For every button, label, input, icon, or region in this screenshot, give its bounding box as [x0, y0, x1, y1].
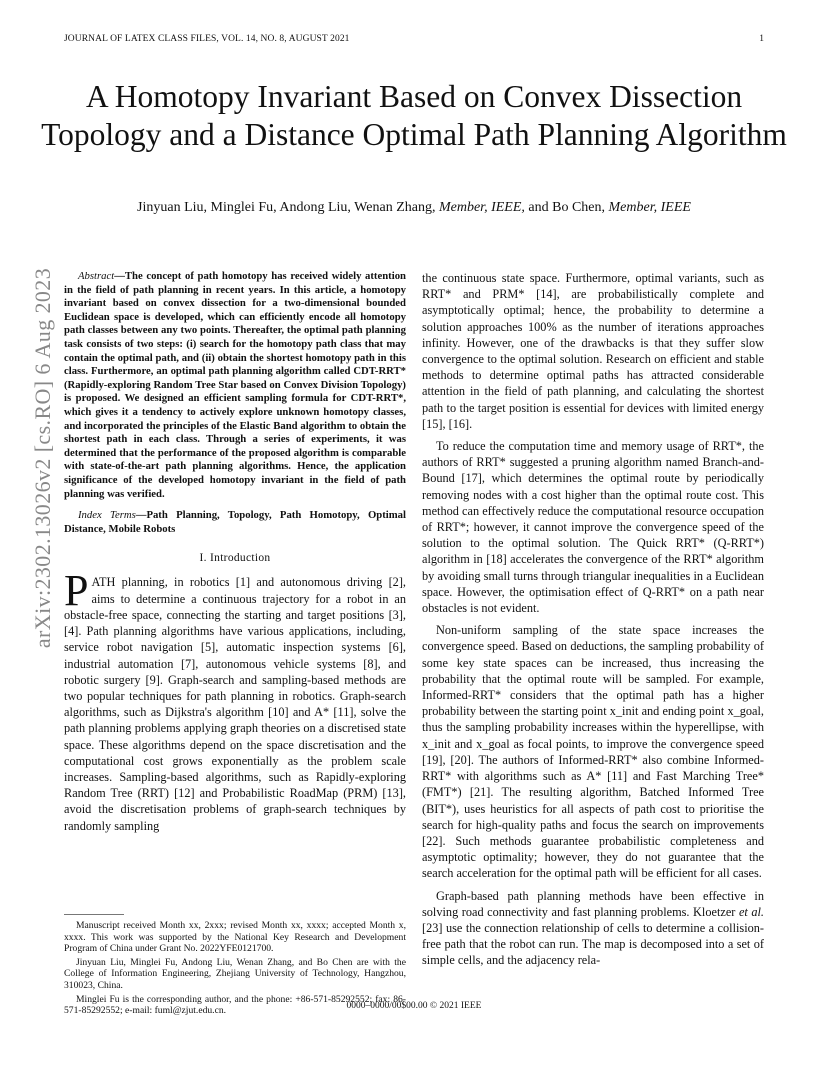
running-head: JOURNAL OF LATEX CLASS FILES, VOL. 14, NO. 8, AUGUST 2021	[64, 34, 350, 44]
intro-paragraph-1	[64, 566, 406, 833]
drop-cap: P	[64, 566, 89, 616]
right-paragraph-2: To reduce the computation time and memory usage of RRT*, the authors of RRT* suggested a pruning algorithm named Branch-and-Bound [17], which determines the optimal route by periodically removing nodes with a cost higher than the optimal route cost. This method can effectively reduce the computational resource occupation of RRT*; however, it cannot improve the convergence speed of the solution to the optimal solution. The Quick RRT* (Q-RRT*) algorithm in [18] accelerates the convergence of the RRT* algorithm by avoiding small turns through triangular inequalities in a Euclidean space. However, the optimisation effect of Q-RRT* on a path near obstacles is not evident.	[422, 439, 764, 616]
footnote-affiliation: Jinyuan Liu, Minglei Fu, Andong Liu, Wenan Zhang, and Bo Chen are with the College of Information Engineering, Zhejiang University of Technology, Hangzhou, 310023, China.	[64, 956, 406, 991]
index-terms-lead: Index Terms	[78, 509, 136, 522]
left-column	[64, 270, 406, 834]
footnote-rule	[64, 914, 124, 915]
right-paragraph-4	[422, 888, 764, 969]
author-role-1: Member, IEEE,	[438, 200, 525, 215]
right-paragraph-1: the continuous state space. Furthermore, optimal variants, such as RRT* and PRM* [14], are probabilistically complete and asymptotically optimal; hence, the probability to determine a solution approaches 100% as the number of iterations approaches infinity. However, one of the drawbacks is that they suffer slow convergence to the optimal solution. Research on efficient and stable methods to determine optimal paths has attracted considerable attention in the field of path planning, and calculating the shortest path to the target position is essential for devices with limited energy [15], [16].	[422, 271, 764, 431]
author-and: and Bo Chen,	[528, 200, 606, 215]
right-column	[422, 270, 764, 969]
copyright-footer: 0000–0000/00$00.00 © 2021 IEEE	[346, 1001, 482, 1011]
index-terms-text: —Path Planning, Topology, Path Homotopy, Optimal Distance, Mobile Robots	[64, 509, 406, 535]
footnote-corresponding: Minglei Fu is the corresponding author, and the phone: +86-571-85292552; fax: 86-571-85292552; e-mail: fuml@zjut.edu.cn.	[64, 993, 406, 1017]
author-role-2: Member, IEEE	[608, 200, 691, 215]
abstract-text: —The concept of path homotopy has received widely attention in the field of path planning in recent years. In this article, a homotopy invariant based on convex dissection for a two-dimensional bounded Euclidean space is developed, which can efficiently encode all homotopy path classes between any two points. Thereafter, the optimal path planning task consists of two steps: (i) search for the homotopy path class that may contain the optimal path, and (ii) obtain the shortest homotopy path in this class. Furthermore, an optimal path planning algorithm called CDT-RRT* (Rapidly-exploring Random Tree Star based on Convex Division Topology) is proposed. We designed an efficient sampling formula for CDT-RRT*, which gives it a tendency to actively explore unknown homotopy classes, and incorporated the principles of the Elastic Band algorithm to obtain the shortest path in each class. Through a series of experiments, it was determined that the performance of the proposed algorithm is comparable with state-of-the-art path planning algorithms. Hence, the application significance of the developed homotopy invariant in the field of path planning was verified.	[64, 270, 406, 500]
abstract	[64, 270, 406, 501]
abstract-lead: Abstract	[78, 270, 115, 282]
intro-paragraph-1-text: ATH planning, in robotics [1] and autonomous driving [2], aims to determine a continuous trajectory for a robot in an obstacle-free space, connecting the starting and target positions [3], [4]. Path planning algorithms have various applications, including, service robot navigation [5], automatic inspection systems [6], industrial automation [7], autonomous vehicle systems [8], and robotic surgery [9]. Graph-search and sampling-based methods are two popular techniques for path planning in robotics. Graph-search algorithms, such as Dijkstra's algorithm [10] and A* [11], solve the path planning problems applying graph theories on a discretised state space. These algorithms depend on the space discretisation and the computational cost grows exponentially as the problem scale increases. Sampling-based algorithms, such as Rapidly-exploring Random Tree (RRT) [12] and Probabilistic RoadMap (PRM) [13], avoid the discretisation problems of graph-search techniques by randomly sampling	[64, 575, 406, 833]
author-list	[40, 200, 788, 216]
section-heading-introduction: I. Introduction	[199, 552, 271, 565]
right-paragraph-4-c: [23] use the connection relationship of cells to determine a collision-free path that the robot can run. The map is decomposed into a set of simple cells, and the adjacency rela-	[422, 920, 764, 968]
page-number: 1	[759, 34, 764, 44]
arxiv-stamp: arXiv:2302.13026v2 [cs.RO] 6 Aug 2023	[30, 267, 55, 649]
right-paragraph-3: Non-uniform sampling of the state space increases the convergence speed. Based on deductions, the sampling probability of some key state spaces can be increased, thus increasing the probability that the optimal route will be sampled. For example, Informed-RRT* considers that the optimal path has a higher probability between the starting point x_init and ending point x_goal, thus the sampling probability increases within the hyperellipse, with x_init and x_goal as focal points, to improve the convergence speed [19], [20]. The authors of Informed-RRT* also combine Informed-RRT* with algorithms such as A* [11] and Fast Marching Tree* (FMT*) [21]. The resulting algorithm, Batched Informed Tree (BIT*), uses heuristics for all aspects of path cost to prioritise the search for high-quality paths and focus the search on improvements [22]. Such methods guarantee probabilistic completeness and asymptotic optimality; however, they do not guarantee that the search acceleration for the optimal path will be efficient for all cases.	[422, 623, 764, 881]
right-paragraph-4-etal: et al.	[738, 904, 764, 919]
right-paragraph-4-a: Graph-based path planning methods have been effective in solving road connectivity and fast planning problems. Kloetzer	[422, 888, 764, 919]
index-terms	[64, 509, 406, 536]
author-names: Jinyuan Liu, Minglei Fu, Andong Liu, Wenan Zhang,	[137, 200, 436, 215]
paper-title: A Homotopy Invariant Based on Convex Dissection Topology and a Distance Optimal Path Planning Algorithm	[41, 79, 787, 152]
footnote-manuscript: Manuscript received Month xx, 2xxx; revised Month xx, xxxx; accepted Month x, xxxx. This work was supported by the National Key Research and Development Program of China under Grant No. 2022YFE0121700.	[64, 920, 406, 955]
